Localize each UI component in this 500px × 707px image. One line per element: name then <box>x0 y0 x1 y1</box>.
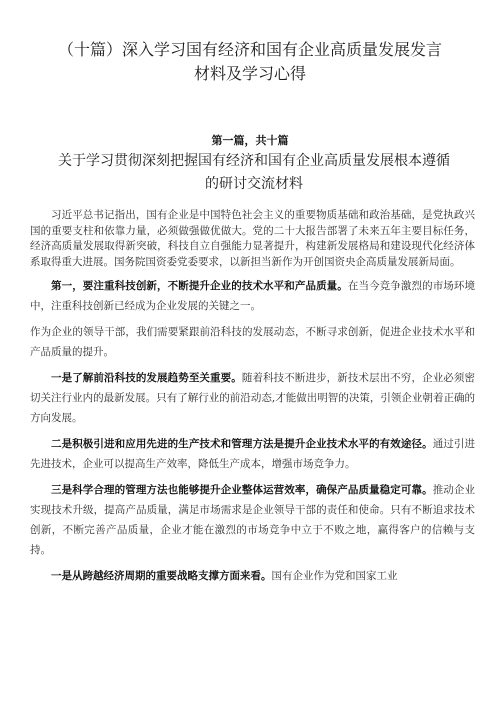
paragraph-text: 习近平总书记指出，国有企业是中国特色社会主义的重要物质基础和政治基础，是党执政兴国的重要支柱和依靠力量，必须做强做优做大。党的二十大报告部署了未来五年主要目标任务，经济高质量发展取得新突破，科技自立自强能力显著提升，构建新发展格局和建设现代化经济体系取得重大进展。国务院国资委党委要求，以新担当新作为开创国资央企高质量发展新局面。 <box>30 209 475 268</box>
paragraph-text: 通过引进先进技术，企业可以提高生产效率，降低生产成本，增强市场竞争力。 <box>30 438 476 470</box>
paragraph-economic-cycle <box>30 566 475 586</box>
paragraph-lead: 三是科学合理的管理方法也能够提升企业整体运营效率，确保产品质量稳定可靠。 <box>51 484 433 496</box>
article-title <box>40 150 468 196</box>
paragraph-point-one <box>30 368 475 428</box>
paragraph-lead: 第一，要注重科技创新，不断提升企业的技术水平和产品质量。 <box>51 280 348 292</box>
paragraph-point-three <box>30 480 475 560</box>
article-title-line-2: 的研讨交流材料 <box>205 176 303 192</box>
article-body <box>30 208 475 592</box>
document-title-line-2: 材料及学习心得 <box>193 64 306 83</box>
paragraph-text: 国有企业作为党和国家工业 <box>271 570 398 582</box>
paragraph-leaders-role <box>30 322 475 362</box>
paragraph-lead: 一是了解前沿科技的发展趋势至关重要。 <box>51 372 242 384</box>
section-label: 第一篇，共十篇 <box>211 134 289 147</box>
paragraph-lead: 一是从跨越经济周期的重要战略支撑方面来看。 <box>51 570 272 582</box>
paragraph-text: 推动企业实现技术升级，提高产品质量，满足市场需求是企业领导干部的责任和使命。只有不断追求技术创新，不断完善产品质量，企业才能在激烈的市场竞争中立于不败之地，赢得客户的信赖与支持。 <box>30 484 476 556</box>
article-title-line-1: 关于学习贯彻深刻把握国有经济和国有企业高质量发展根本遵循 <box>58 153 450 169</box>
document-title <box>30 38 470 86</box>
paragraph-text: 随着科技不断进步，新技术层出不穷，企业必须密切关注行业内的最新发展。只有了解行业的前沿动态,才能做出明智的决策，引领企业朝着正确的方向发展。 <box>30 372 476 424</box>
paragraph-point-two <box>30 434 475 474</box>
paragraph-first-point <box>30 276 475 316</box>
document-title-line-1: （十篇）深入学习国有经济和国有企业高质量发展发言 <box>57 40 442 59</box>
paragraph-text: 在当今竞争激烈的市场环境中，注重科技创新已经成为企业发展的关键之一。 <box>30 280 476 312</box>
paragraph-text: 作为企业的领导干部，我们需要紧跟前沿科技的发展动态，不断寻求创新，促进企业技术水平和产品质量的提升。 <box>30 326 475 358</box>
paragraph-intro <box>30 208 475 270</box>
paragraph-lead: 二是积极引进和应用先进的生产技术和管理方法是提升企业技术水平的有效途径。 <box>51 438 433 450</box>
